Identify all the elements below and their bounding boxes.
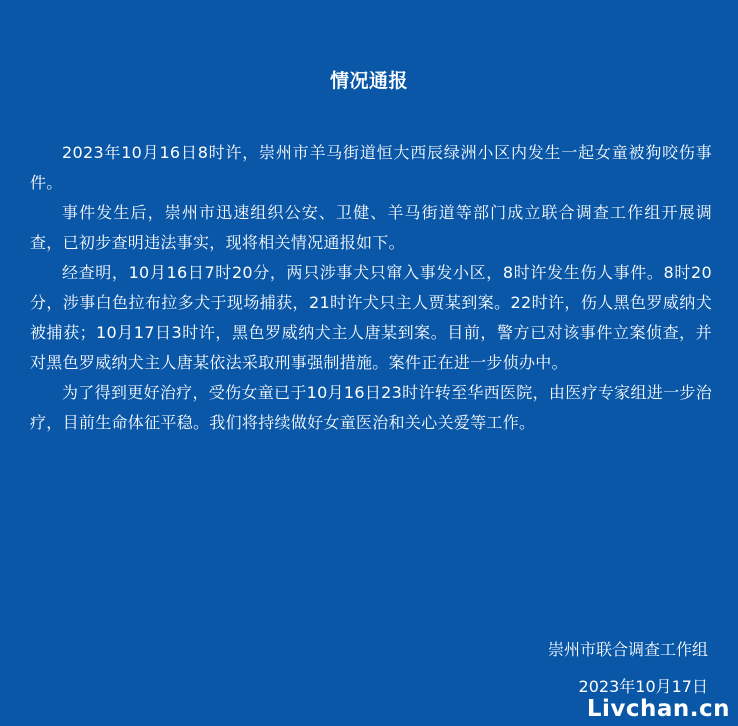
signature-block [548,631,708,705]
paragraph-response: 事件发生后，崇州市迅速组织公安、卫健、羊马街道等部门成立联合调查工作组开展调查，已初步查明违法事实，现将相关情况通报如下。 [30,203,712,252]
paragraph-findings: 经查明，10月16日7时20分，两只涉事犬只窜入事发小区，8时许发生伤人事件。8时20分，涉事白色拉布拉多犬于现场捕获，21时许犬只主人贾某到案。22时许，伤人黑色罗威纳犬被捕获；10月17日3时许，黑色罗威纳犬主人唐某到案。目前，警方已对该事件立案侦查，并对黑色罗威纳犬主人唐某依法采取刑事强制措施。案件正在进一步侦办中。 [30,263,712,372]
notice-body [30,138,712,438]
paragraph-incident: 2023年10月16日8时许，崇州市羊马街道恒大西辰绿洲小区内发生一起女童被狗咬伤事件。 [30,143,712,192]
issue-date: 2023年10月17日 [578,677,708,696]
notice-title: 情况通报 [329,70,408,92]
paragraph-treatment: 为了得到更好治疗，受伤女童已于10月16日23时许转至华西医院，由医疗专家组进一步治疗，目前生命体征平稳。我们将持续做好女童医治和关心关爱等工作。 [30,383,712,432]
issuer-name: 崇州市联合调查工作组 [547,640,708,659]
watermark: Livchan.cn [586,696,730,722]
